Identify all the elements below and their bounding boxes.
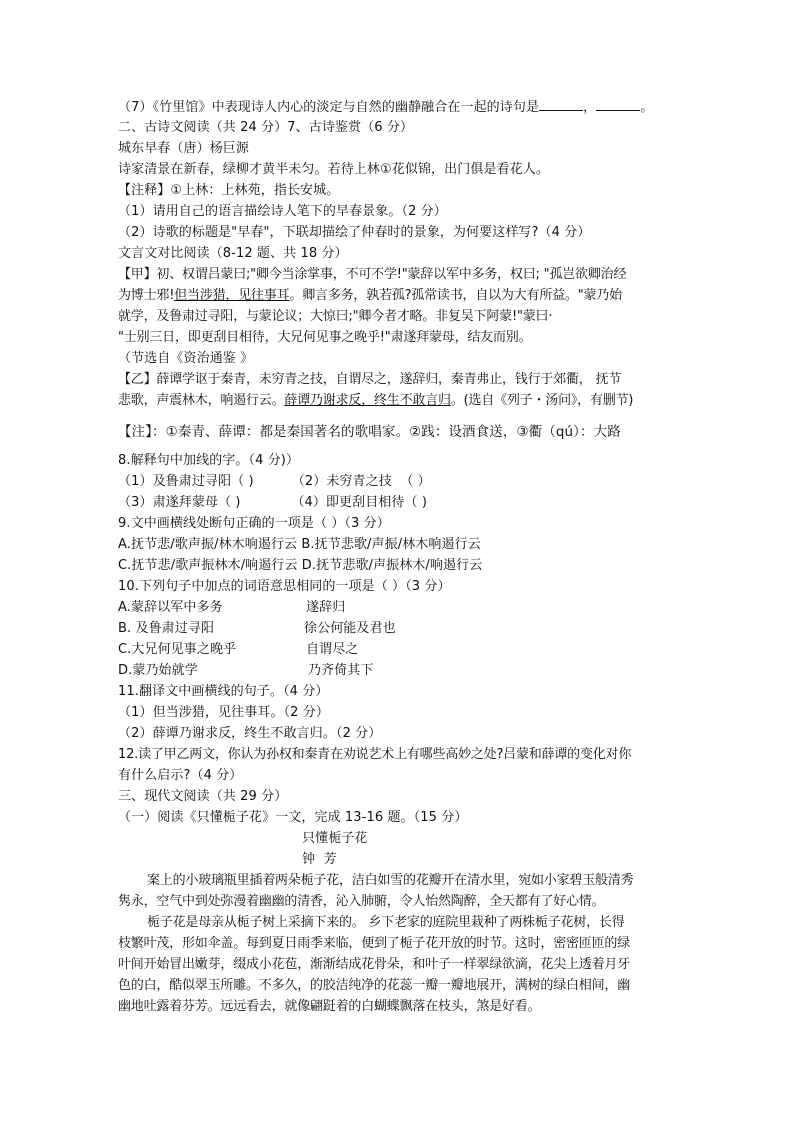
text-segment: 。卿言多务，孰若孤?孤常读书，自以为大有所益。"蒙乃始 (289, 288, 622, 303)
question-8-row-1: （1）及鲁肃过寻阳（ ) （2）未穷青之技 （ ） (118, 474, 431, 489)
question-10-option-d (118, 662, 678, 680)
option-right: 自谓尽之 (306, 642, 359, 657)
text-segment: 为博士邪! (118, 288, 175, 303)
underlined-sentence-1: 但当涉猎，见往事耳 (174, 288, 290, 303)
part-1-intro: （一）阅读《只懂栀子花》一文，完成 13-16 题。（15 分） (118, 810, 468, 825)
question-10-option-c (118, 641, 678, 659)
option-right: 乃齐倚其下 (308, 663, 374, 678)
question-10-option-a (118, 599, 678, 617)
answer-blank-1[interactable] (539, 98, 583, 111)
period: 。 (640, 100, 654, 115)
option-right: 徐公何能及君也 (304, 621, 396, 636)
poem-question-2: （2）诗歌的标题是"早春"，下联却描绘了仲春时的景象，为何要这样写?（4 分） (118, 225, 591, 240)
question-10-stem: 10.下列句子中加点的词语意思相同的一项是（ ）（3 分） (118, 579, 451, 594)
answer-blank-2[interactable] (596, 98, 640, 111)
passage-jia-line-1: 【甲】初、权谓吕蒙曰;"卿今当涂掌事，不可不学!"蒙辞以军中多务，权曰; "孤岂欲卿治经 (118, 267, 627, 282)
option-left: B. 及鲁肃过寻阳 (118, 621, 215, 636)
article-author: 钟 芳 (302, 852, 337, 867)
poem-question-7 (118, 98, 678, 117)
classical-note: 【注】：①秦青、薛谭：都是秦国著名的歌唱家。②践：设酒食送，③衢（qú）：大路 (118, 424, 621, 440)
question-9-options-cd: C.抚节悲/歌声振林木/响遏行云 D.抚节悲歌/声振林木/响遏行云 (118, 558, 483, 573)
poem-note: 【注释】①上林：上林苑，指长安城。 (118, 183, 340, 198)
text-segment: 悲歌，声震林木，响遏行云。 (118, 393, 285, 408)
paragraph-2-line-2: 枝繁叶茂，形如伞盖。每到夏日雨季来临，便到了栀子花开放的时节。这时，密密匝匝的绿 (118, 936, 631, 951)
paragraph-1-line-1: 案上的小玻璃瓶里插着两朵栀子花，洁白如雪的花瓣开在清水里，宛如小家碧玉般清秀 (147, 873, 634, 888)
question-7-text: （7）《竹里馆》中表现诗人内心的淡定与自然的幽静融合在一起的诗句是 (118, 100, 540, 115)
paragraph-2-line-5: 幽地吐露着芬芳。远远看去，就像翩跹着的白蝴蝶飘落在枝头，煞是好看。 (118, 999, 541, 1014)
poem-text: 诗家清景在新春，绿柳才黄半未匀。若待上林①花似锦，出门俱是看花人。 (118, 162, 549, 177)
passage-yi-line-2 (118, 392, 678, 410)
paragraph-1-line-2: 隽永，空气中到处弥漫着幽幽的清香，沁入肺腑，令人怡然陶醉，全天都有了好心情。 (118, 894, 605, 909)
question-12-line-2: 有什么启示?（4 分） (118, 768, 243, 783)
option-left: C.大兄何见事之晚乎 (118, 642, 237, 657)
underlined-sentence-2: 薛谭乃谢求反，终生不敢言归 (284, 393, 451, 408)
paragraph-2-line-1: 栀子花是母亲从栀子树上采摘下来的。 乡下老家的庭院里栽种了两株栀子花树，长得 (147, 915, 625, 930)
article-title: 只懂栀子花 (302, 831, 368, 846)
comma: ， (583, 100, 597, 115)
paragraph-2-line-3: 叶间开始冒出嫩芽，缀成小花苞，渐渐结成花骨朵，和叶子一样翠绿欲滴，花尖上透着月牙 (118, 957, 631, 972)
passage-jia-source: （节选自《资治通鉴 》 (118, 351, 254, 366)
poem-title: 城东早春（唐）杨巨源 (118, 141, 250, 156)
text-segment: 。(选自《列子・汤问》，有删节) (450, 393, 634, 408)
question-11-sentence-2: （2）薛谭乃谢求反，终生不敢言归。（2 分） (118, 726, 382, 741)
question-8-row-2: （3）肃遂拜蒙母（ ) （4）即更刮目相待（ ) (118, 495, 428, 510)
question-9-stem: 9.文中画横线处断句正确的一项是（ ）（3 分） (118, 516, 390, 531)
question-12-line-1: 12.读了甲乙两文，你认为孙权和秦青在劝说艺术上有哪些高妙之处?吕蒙和薛谭的变化对你 (118, 747, 632, 762)
passage-yi-line-1: 【乙】薛谭学讴于秦青，未穷青之技，自谓尽之，遂辞归，秦青弗止，钱行于郊衢， 抚节 (118, 372, 622, 387)
passage-jia-line-3: 就学，及鲁肃过寻阳，与蒙论议；大惊曰;"卿今者才略。非复吴下阿蒙!"蒙曰· (118, 309, 553, 324)
passage-jia-line-2 (118, 287, 678, 305)
section-3-header: 三、现代文阅读（共 29 分） (118, 789, 288, 804)
paragraph-2-line-4: 色的白，酷似翠玉所雕。不多久，的胶洁纯净的花蕊一瓣一瓣地展开，满树的绿白相间，幽 (118, 978, 631, 993)
question-11-sentence-1: （1）但当涉猎，见往事耳。（2 分） (118, 705, 329, 720)
classical-reading-header: 文言文对比阅读（8-12 题、共 18 分） (118, 246, 348, 261)
question-10-option-b (118, 620, 678, 638)
option-left: D.蒙乃始就学 (118, 663, 198, 678)
question-8-stem: 8.解释句中加线的字。（4 分)） (118, 453, 300, 468)
passage-jia-line-4: "士别三日，即更刮目相待，大兄何见事之晚乎!"肃遂拜蒙母，结友而别。 (118, 330, 532, 345)
question-9-options-ab: A.抚节悲/歌声振/林木响遏行云 B.抚节悲歌/声振/林木响遏行云 (118, 537, 481, 552)
option-right: 遂辞归 (306, 600, 346, 615)
question-11-stem: 11.翻译文中画横线的句子。（4 分） (118, 684, 329, 699)
option-left: A.蒙辞以军中多务 (118, 600, 223, 615)
poem-question-1: （1）请用自己的语言描绘诗人笔下的早春景象。（2 分） (118, 204, 447, 219)
section-2-header: 二、古诗文阅读（共 24 分）7、古诗鉴赏（6 分） (118, 120, 414, 135)
